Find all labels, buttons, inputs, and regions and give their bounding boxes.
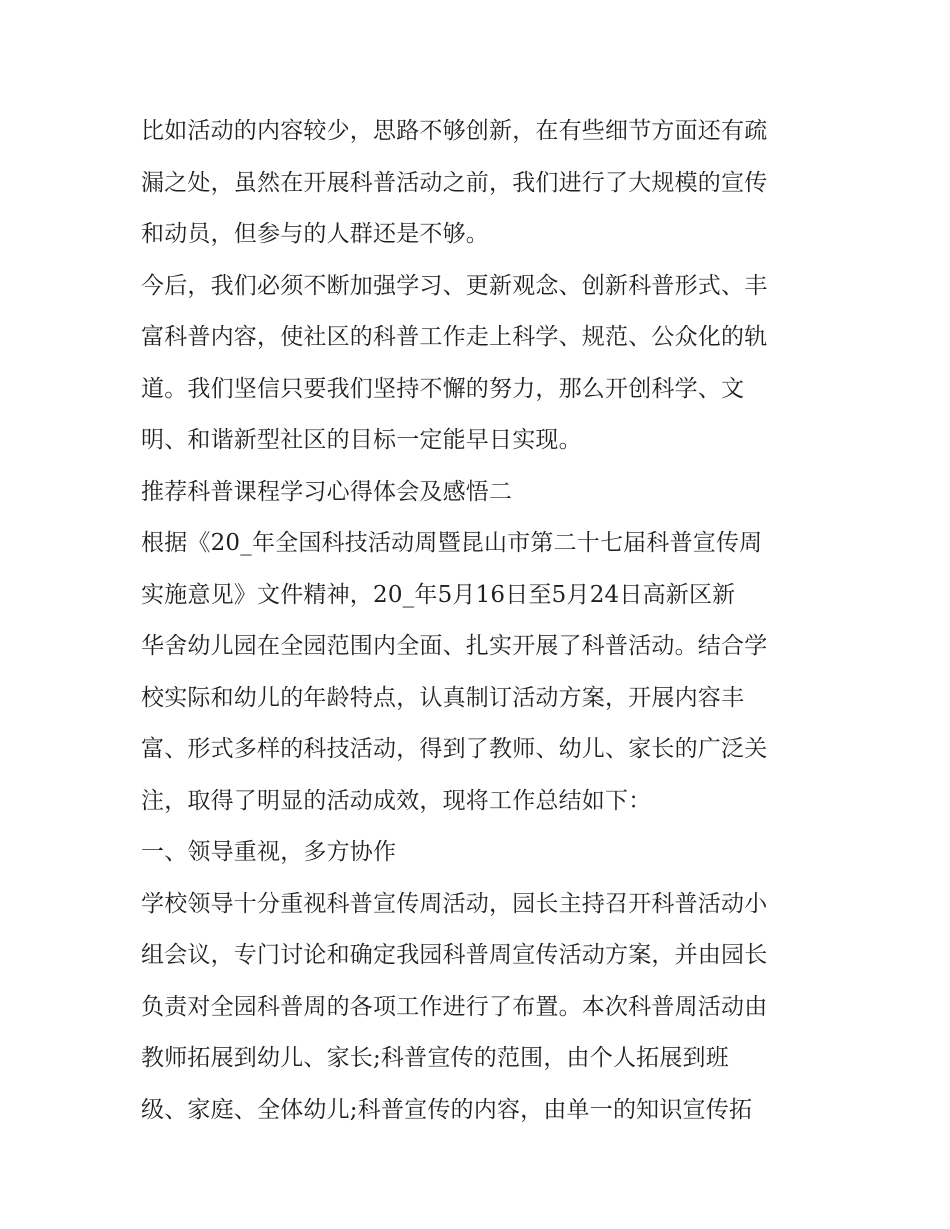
text-line: 级、家庭、全体幼儿;科普宣传的内容，由单一的知识宣传拓 xyxy=(141,1096,753,1123)
text-line: 富科普内容，使社区的科普工作走上科学、规范、公众化的轨 xyxy=(141,324,768,350)
text-line: 明、和谐新型社区的目标一定能早日实现。 xyxy=(141,427,582,453)
text-line: 和动员，但参与的人群还是不够。 xyxy=(141,221,489,247)
text-line: 漏之处，虽然在开展科普活动之前，我们进行了大规模的宣传 xyxy=(141,169,768,196)
text-line: 教师拓展到幼儿、家长;科普宣传的范围，由个人拓展到班 xyxy=(141,1045,729,1071)
text-line: 今后，我们必须不断加强学习、更新观念、创新科普形式、丰 xyxy=(141,272,768,299)
text-line: 校实际和幼儿的年龄特点，认真制订活动方案，开展内容丰 xyxy=(141,684,745,711)
text-line: 根据《20_年全国科技活动周暨昆山市第二十七届科普宣传周 xyxy=(141,530,763,556)
text-line: 实施意见》文件精神，20_年5月16日至5月24日高新区新 xyxy=(141,581,736,608)
text-line: 道。我们坚信只要我们坚持不懈的努力，那么开创科学、文 xyxy=(141,375,745,402)
text-line: 华舍幼儿园在全园范围内全面、扎实开展了科普活动。结合学 xyxy=(141,633,768,659)
document-body xyxy=(141,106,821,1136)
section-heading: 推荐科普课程学习心得体会及感悟二 xyxy=(141,478,513,505)
text-line: 富、形式多样的科技活动，得到了教师、幼儿、家长的广泛关 xyxy=(141,736,768,762)
subsection-heading: 一、领导重视，多方协作 xyxy=(141,839,397,865)
text-line: 注，取得了明显的活动成效，现将工作总结如下： xyxy=(141,787,652,814)
text-line: 比如活动的内容较少，思路不够创新，在有些细节方面还有疏 xyxy=(141,118,768,144)
text-line: 组会议，专门讨论和确定我园科普周宣传活动方案，并由园长 xyxy=(141,942,768,968)
text-line: 学校领导十分重视科普宣传周活动，园长主持召开科普活动小 xyxy=(141,890,768,917)
text-line: 负责对全园科普周的各项工作进行了布置。本次科普周活动由 xyxy=(141,993,768,1020)
